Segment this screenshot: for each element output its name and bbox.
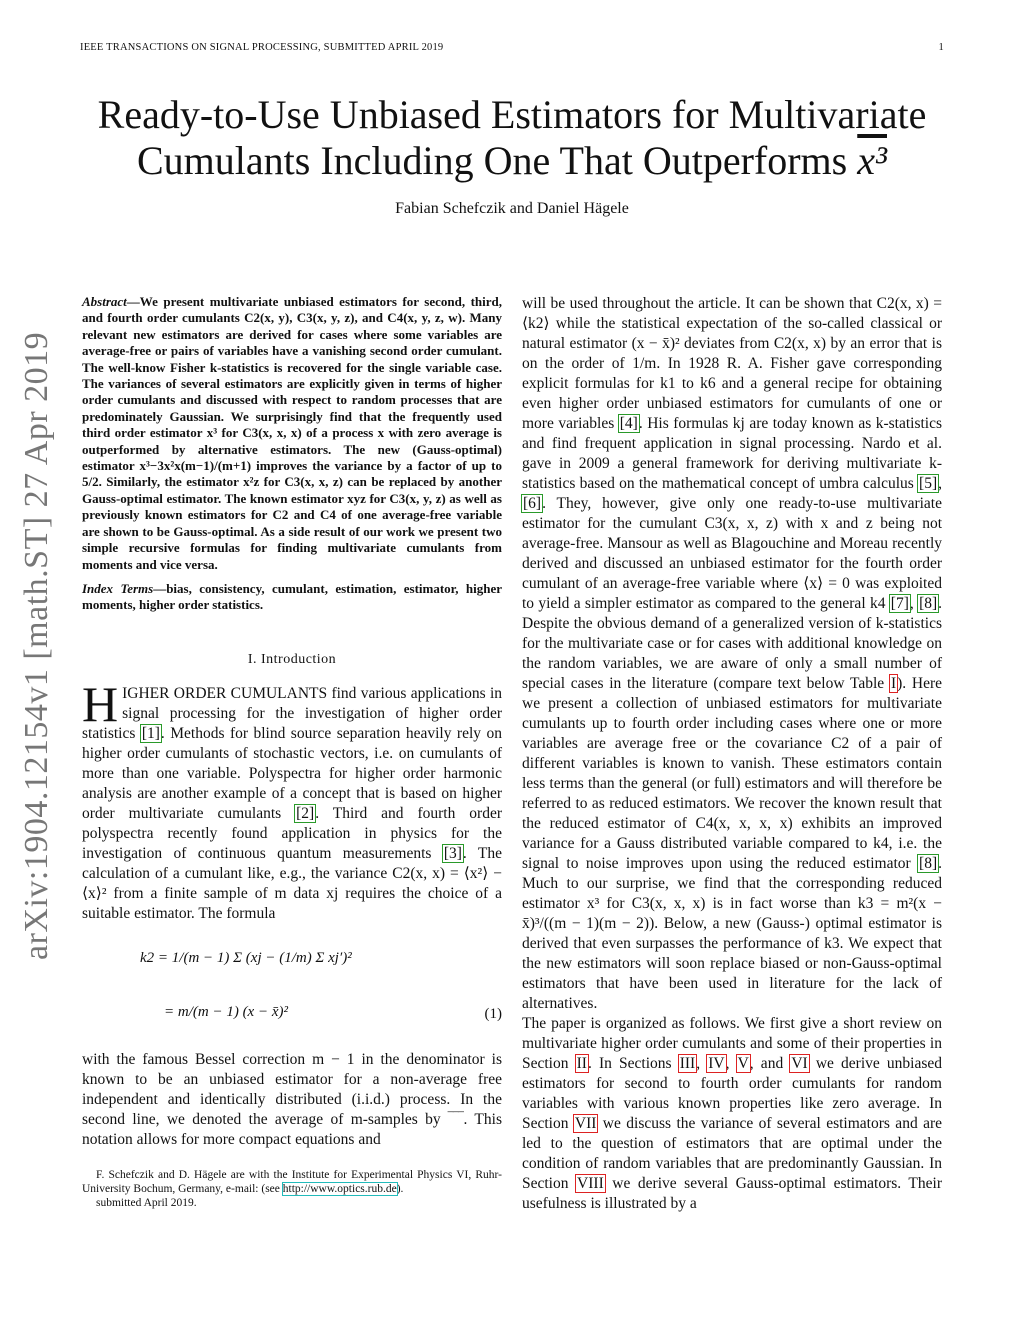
authors: Fabian Schefczik and Daniel Hägele (395, 200, 629, 217)
separator: , (696, 1055, 708, 1072)
section-heading-introduction: I. Introduction (247, 651, 337, 667)
index-terms-label: Index Terms (82, 580, 154, 596)
right-column (522, 294, 942, 1214)
right-text-j: we discuss the variance of several estimators and are led to the question of estimators that are optimal under the condition of random variables that are predominantly Gaussian. In Section (522, 1115, 942, 1192)
citation-link[interactable]: [8] (919, 595, 938, 612)
separator: , and (749, 1055, 791, 1072)
right-paragraph-2 (522, 1014, 942, 1214)
arxiv-watermark: arXiv:1904.12154v1 [math.ST] 27 Apr 2019 (18, 331, 55, 960)
citation-link[interactable]: [1] (141, 724, 160, 742)
intro-text-d: . The calculation of a cumulant like, e.g., the variance C2(x, x) = ⟨x²⟩ − ⟨x⟩² from a finite sample of m data xj requires the choice of a suitable estimator. The formula (82, 844, 502, 922)
footnote-url-link[interactable]: http://www.optics.rub.de (282, 1182, 397, 1195)
separator: , (938, 475, 942, 492)
footnote-submitted: submitted April 2019. (96, 1196, 197, 1209)
paper-title (40, 92, 984, 184)
section-link[interactable]: V (737, 1055, 749, 1072)
citation-link[interactable]: [6] (523, 495, 542, 512)
right-text-c: . They, however, give only one ready-to-use multivariate estimator for the cumulant C3(x, x, z) with x and z being not average-free. Mansour as well as Blagouchine and Moreau recently derived and discussed an unbiased estimator for the fourth order cumulant of an average-free variable where ⟨x⟩ = 0 was exploited to yield a simpler estimator as compared to the general k4 (522, 495, 942, 612)
running-header (80, 42, 944, 53)
abstract-text: —We present multivariate unbiased estimators for second, third, and fourth order cumulants C2(x, y), C3(x, y, z), and C4(x, y, z, w). Many relevant new estimators are derived for cases where some variables are average-free or pairs of variables have a vanishing second order cumulant. The well-know Fisher k-statistics is recovered for the single variable case. The variances of several estimators are explicitly given in terms of higher order cumulants and discussed with respect to random processes that are predominately Gaussian. We surprisingly find that the frequently used third order estimator x³ for C3(x, x, x) of a process x with zero average is outperformed by alternative estimators. The new (Gauss-optimal) estimator x³−3x²x(m−1)/(m+1) improves the variance by a factor of up to 5/2. Similarly, the estimator x²z for C3(x, x, z) can be replaced by another Gauss-optimal estimator. The known estimator xyz for C3(x, y, z) as well as previously known estimators for C2 and C4 of one average-free variable are shown to be Gauss-optimal. As a side result of our work we present two simple recursive formulas for finding multivariate cumulants from moments and vice versa. (82, 294, 502, 572)
equation-1 (82, 932, 502, 1042)
footnote-end: ). (396, 1182, 404, 1195)
right-text-g: The paper is organized as follows. We first give a short review on multivariate higher order cumulants and some of their properties in Section (522, 1015, 942, 1072)
section-link[interactable]: IV (708, 1055, 725, 1072)
footnote (82, 1168, 502, 1210)
citation-link[interactable]: [3] (443, 844, 462, 862)
abstract (82, 294, 502, 573)
left-column (82, 294, 502, 1210)
citation-link[interactable]: [2] (296, 804, 315, 822)
right-text-b: . His formulas kj are today known as k-statistics and find frequent application in signal processing. Nardo et al. gave in 2009 a general framework for deriving multivariate k-statistics based on the mathematical concept of umbra calculus (522, 415, 943, 492)
journal-name: IEEE TRANSACTIONS ON SIGNAL PROCESSING, SUBMITTED APRIL 2019 (80, 42, 444, 53)
section-link[interactable]: VI (791, 1055, 808, 1072)
citation-link[interactable]: [8] (919, 855, 938, 872)
intro-text-b: . Methods for blind source separation heavily rely on higher order cumulants of stochastic vectors, i.e. on cumulants of more than one variable. Polyspectra for higher order harmonic analysis are another example of a concept that is based on higher order multivariate cumulants (82, 724, 502, 822)
title-symbol: x³ (857, 138, 887, 183)
intro-paragraph-2: with the famous Bessel correction m − 1 in the denominator is known to be an unbiased estimator for a non-average free independent and identically distributed (i.i.d.) process. In the second line, we denoted the average of m-samples by ‾‾‾. This notation allows for more compact equations and (82, 1050, 502, 1148)
citation-link[interactable]: [5] (919, 475, 938, 492)
right-text-d: . Despite the obvious demand of a generalized version of k-statistics for the multivariate case or for cases with additional knowledge on the random variables, we are aware of only a small number of special cases in the literature (compare text below Table (522, 595, 943, 692)
citation-link[interactable]: [4] (619, 415, 638, 432)
separator: , (909, 595, 919, 612)
index-terms-text: —bias, consistency, cumulant, estimation, estimator, higher moments, higher order statistics. (82, 580, 502, 613)
separator: , (725, 1055, 737, 1072)
abstract-label: Abstract (82, 294, 127, 309)
footnote-text: F. Schefczik and D. Hägele are with the Institute for Experimental Physics VI, Ruhr-University Bochum, Germany, e-mail: (see (82, 1168, 502, 1195)
index-terms (82, 581, 502, 614)
section-link[interactable]: VIII (577, 1175, 604, 1192)
right-paragraph-1 (522, 294, 942, 1014)
title-line-1: Ready-to-Use Unbiased Estimators for Multivariate (97, 92, 927, 137)
right-text-f: . Much to our surprise, we find that the corresponding reduced estimator x³ for C3(x, x, x) is in fact worse than k3 = m²(x − x̄)³/((m − 1)(m − 2)). Below, a new (Gauss-) optimal estimator is derived that even surpasses the performance of k3. We expect that the new estimators will soon replace biased or non-Gauss-optimal estimators that have been used in literature for the lack of alternatives. (522, 855, 942, 1012)
right-text-k: we derive several Gauss-optimal estimators. Their usefulness is illustrated by a (522, 1175, 942, 1212)
title-line-2 (40, 138, 984, 184)
section-link[interactable]: II (576, 1055, 587, 1072)
section-link[interactable]: VII (574, 1115, 597, 1132)
equation-number: (1) (484, 1005, 502, 1022)
right-text-e: ). Here we present a collection of unbiased estimators for multivariate cumulants up to fourth order including cases where one or more variables are average free or the covariance C2 of a pair of different variables is known to vanish. These estimators contain less terms than the general (or full) estimators and will therefore be referred to as reduced estimators. We recover the known result that the reduced estimator of C4(x, x, x, x) exhibits an improved variance for a Gauss distributed variable compared to k4, i.e. the signal to noise improves upon using the reduced estimator (522, 675, 943, 872)
right-text-a: will be used throughout the article. It can be shown that C2(x, x) = ⟨k2⟩ while the statistical expectation of the so-called classical or natural estimator (x − x̄)² deviates from C2(x, x) by an error that is on the order of 1/m. In 1928 R. A. Fisher gave corresponding explicit formulas for k1 to k6 and a general recipe for obtaining even higher order unbiased estimators for cumulants of one or more variables (522, 295, 942, 432)
right-text-h: . In Sections (587, 1055, 679, 1072)
drop-cap: H (82, 675, 119, 732)
intro-text-c: . Third and fourth order polyspectra recently found application in physics for the investigation of continuous quantum measurements (82, 804, 502, 862)
page-number: 1 (938, 42, 944, 53)
intro-text-a: IGHER ORDER CUMULANTS find various applications in signal processing for the investigation of higher order statistics (82, 684, 502, 742)
table-link[interactable]: I (890, 675, 897, 692)
intro-paragraph-1 (82, 675, 502, 924)
title-line-2-text: Cumulants Including One That Outperforms (136, 138, 848, 183)
section-link[interactable]: III (679, 1055, 696, 1072)
citation-link[interactable]: [7] (890, 595, 909, 612)
equation-line-1: k2 = 1/(m − 1) Σ (xj − (1/m) Σ xj′)² (140, 949, 352, 966)
equation-line-2: = m/(m − 1) (x − x̄)² (164, 1003, 288, 1020)
right-text-i: we derive unbiased estimators for second to fourth order cumulants for random variables with various known properties like zero average. In Section (522, 1055, 942, 1132)
